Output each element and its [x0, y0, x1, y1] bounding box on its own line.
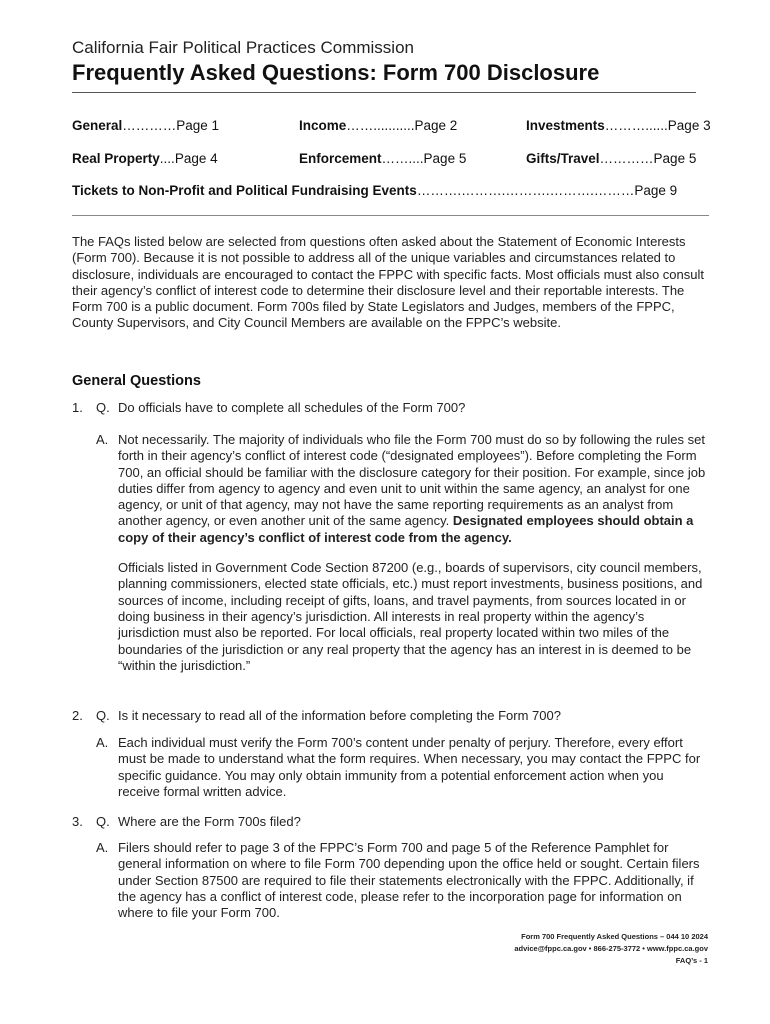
toc-link-general[interactable]: General…………Page 1 [72, 118, 220, 133]
question-label: Q. [96, 400, 110, 415]
answer-emphasis: Designated employees should obtain a copy of their agency’s conflict of interest code from the agency. [118, 513, 694, 545]
question-text: Where are the Form 700s filed? [118, 814, 301, 829]
question-text: Do officials have to complete all schedules of the Form 700? [118, 400, 466, 415]
answer-text: Each individual must verify the Form 700’s content under penalty of perjury. Therefore, every effort must be made to understand what the form requires. When necessary, you may contact the FPPC for specific guidance. You may only obtain immunity from a potential enforcement action when you receive formal written advice. [118, 735, 701, 799]
answer-label: A. [96, 840, 109, 855]
organization-name: California Fair Political Practices Commission [72, 38, 414, 57]
footer-contact[interactable]: advice@fppc.ca.gov • 866-275-3772 • www.fppc.ca.gov [514, 944, 708, 953]
footer-doc-id: Form 700 Frequently Asked Questions – 044 10 2024 [521, 932, 708, 941]
answer-text [118, 432, 708, 674]
answer-paragraph-2: Officials listed in Government Code Section 87200 (e.g., boards of supervisors, city council members, planning commissioners, elected state officials, etc.) must report investments, business positions, and sources of income, including receipt of gifts, loans, and travel payments, from sources located in or doing business in their agency’s jurisdiction. All interests in real property within the agency’s jurisdiction must also be reported. For local officials, real property located within two miles of the boundaries of the jurisdiction or any real property that the agency has an interest in is deemed to be “within the jurisdiction.” [118, 560, 703, 673]
toc-link-investments[interactable]: Investments………......Page 3 [526, 118, 711, 133]
toc-link-gifts-travel[interactable]: Gifts/Travel…………Page 5 [526, 151, 697, 166]
page-title: Frequently Asked Questions: Form 700 Disclosure [72, 60, 600, 85]
toc-link-income[interactable]: Income……...........Page 2 [299, 118, 458, 133]
toc-link-real-property[interactable]: Real Property....Page 4 [72, 151, 218, 166]
question-label: Q. [96, 708, 110, 723]
question-number: 3. [72, 814, 83, 829]
question-text: Is it necessary to read all of the information before completing the Form 700? [118, 708, 561, 723]
question-number: 1. [72, 400, 83, 415]
answer-paragraph: Not necessarily. The majority of individuals who file the Form 700 must do so by following the rules set forth in their agency’s conflict of interest code (“designated employees”). Before completing the Form 700, an official should be familiar with the disclosure category for their position. For example, since job duties differ from agency to agency and even unit to unit within the same agency, an analyst for one agency, or unit of that agency, may not have the same reporting requirements as an analyst from another agency, or even another unit of the same agency. Designated employees should obtain a copy of their agency’s conflict of interest code from the agency. [118, 432, 706, 545]
footer-page-number: FAQ’s - 1 [675, 956, 708, 965]
answer-text: Filers should refer to page 3 of the FPPC’s Form 700 and page 5 of the Reference Pamphlet for general information on where to file Form 700 depending upon the office held or sought. Certain filers under Section 87500 are required to file their statements electronically with the FPPC. Additionally, if the agency has a conflict of interest code, please refer to the incorporation page for information on where to file your Form 700. [118, 840, 700, 921]
section-heading: General Questions [72, 373, 201, 389]
title-divider [72, 92, 696, 93]
page-footer [514, 931, 708, 967]
toc-divider [72, 215, 709, 216]
answer-label: A. [96, 735, 109, 750]
question-label: Q. [96, 814, 110, 829]
toc-link-enforcement[interactable]: Enforcement……....Page 5 [299, 151, 467, 166]
answer-label: A. [96, 432, 109, 447]
intro-paragraph: The FAQs listed below are selected from questions often asked about the Statement of Economic Interests (Form 700). Because it is not possible to address all of the unique variables and circumstances related to disclosure, individuals are encouraged to contact the FPPC with specific facts. Most officials must also consult their agency’s conflict of interest code to determine their disclosure level and their reportable interests. The Form 700 is a public document. Form 700s filed by State Legislators and Judges, members of the FPPC, County Supervisors, and City Council Members are available on the FPPC’s website. [72, 234, 704, 331]
question-number: 2. [72, 708, 83, 723]
toc-link-tickets[interactable]: Tickets to Non-Profit and Political Fundraising Events……….……….……….……….………Page 9 [72, 183, 678, 198]
